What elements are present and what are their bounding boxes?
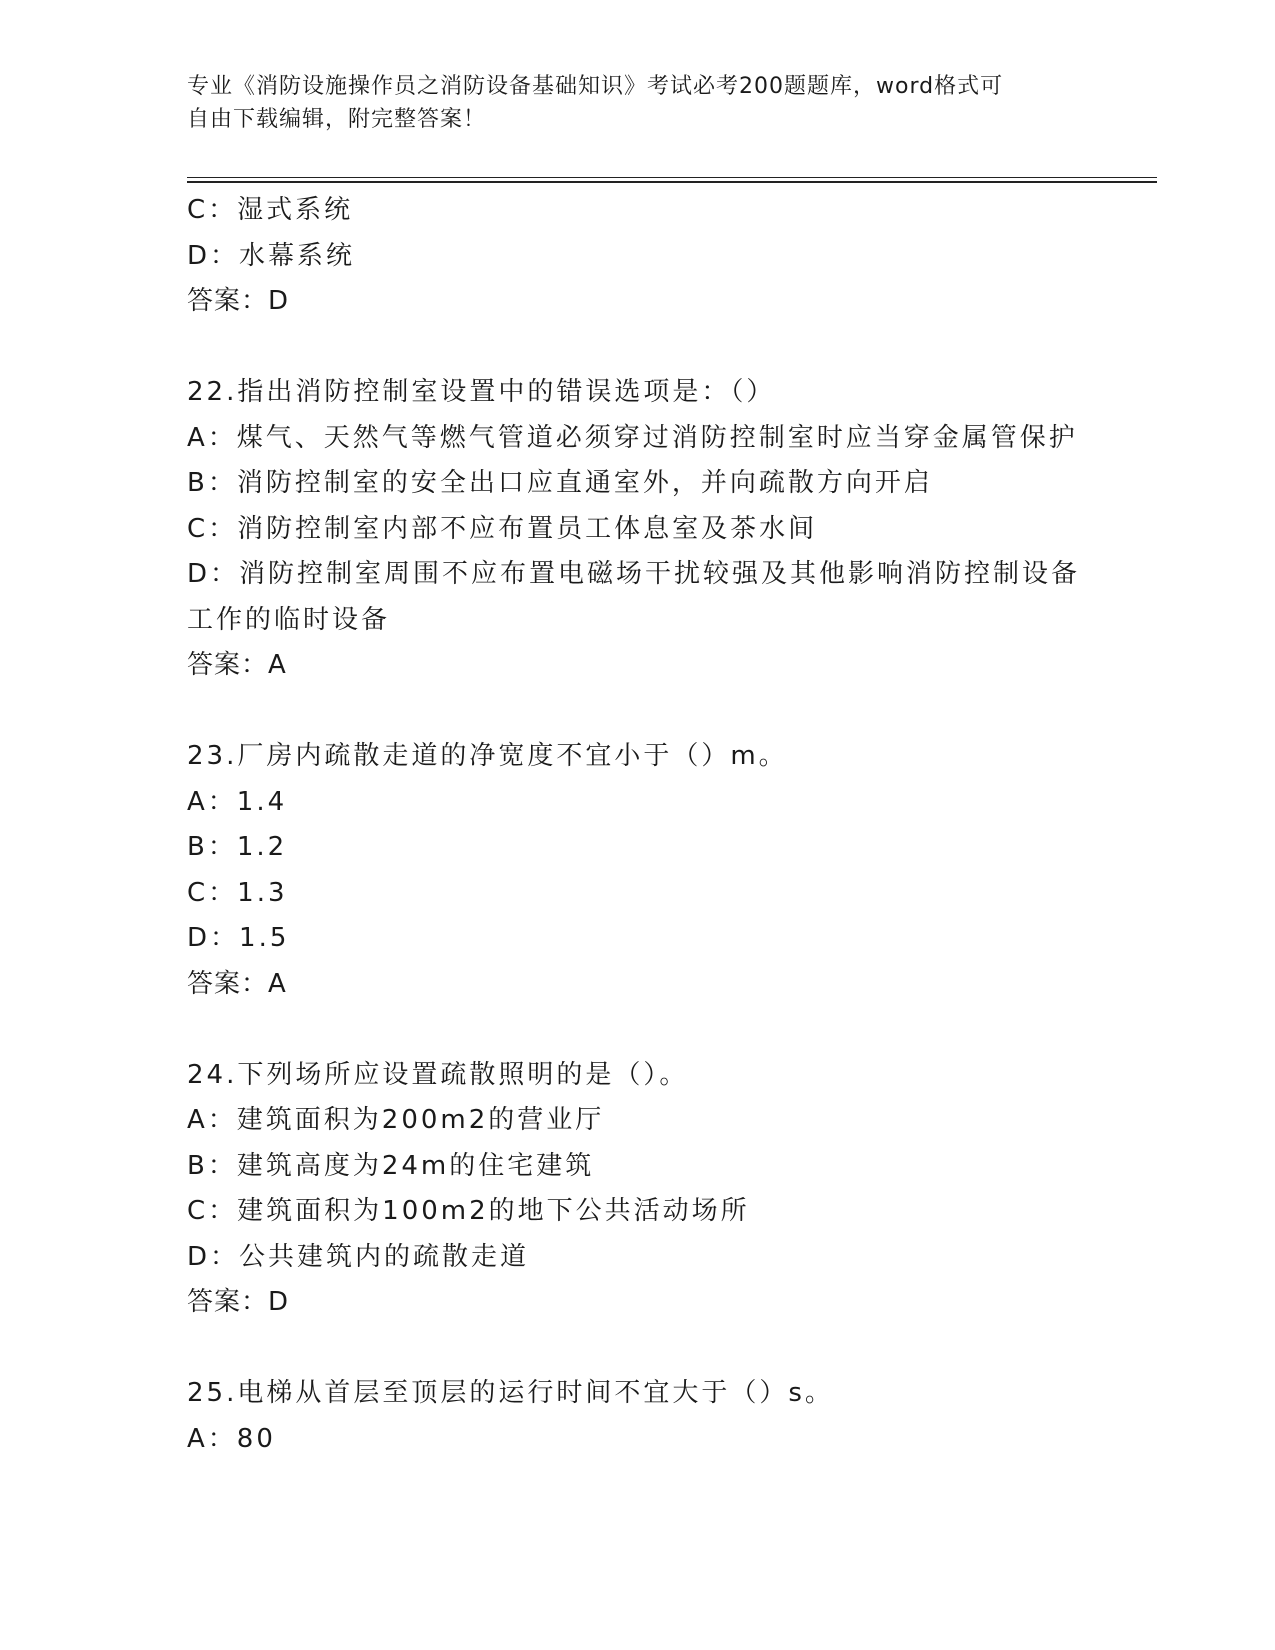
question-text: 25.电梯从首层至顶层的运行时间不宜大于（）s。 [187,1378,834,1408]
option-text: C：湿式系统 [187,195,354,225]
option-text: A：煤气、天然气等燃气管道必须穿过消防控制室时应当穿金属管保护 [187,422,1078,453]
option-text: D：公共建筑内的疏散走道 [187,1241,530,1272]
section-gap [187,1007,1087,1053]
question-list [187,188,1087,1462]
section-gap [187,689,1087,735]
option-text: A：80 [187,1423,276,1454]
question-text: 22.指出消防控制室设置中的错误选项是：（） [187,377,776,407]
header-line-2: 自由下载编辑，附完整答案！ [187,107,487,132]
option-text: C：建筑面积为100m2的地下公共活动场所 [187,1196,750,1226]
option-text: 工作的临时设备 [187,604,391,635]
answer-text: 答案：A [187,650,287,680]
option-text: B：建筑高度为24m的住宅建筑 [187,1150,595,1181]
section-gap [187,325,1087,371]
option-text: D：消防控制室周围不应布置电磁场干扰较强及其他影响消防控制设备 [187,559,1081,589]
answer-text: 答案：D [187,1287,290,1317]
document-header [187,70,1087,136]
option-text: D：1.5 [187,923,290,953]
question-text: 24.下列场所应设置疏散照明的是（）。 [187,1059,689,1090]
answer-text: 答案：A [187,968,287,999]
option-text: A：1.4 [187,786,288,817]
header-line-1: 专业《消防设施操作员之消防设备基础知识》考试必考200题题库，word格式可 [187,74,1004,99]
question-text: 23.厂房内疏散走道的净宽度不宜小于（）m。 [187,741,788,771]
option-text: C：消防控制室内部不应布置员工体息室及茶水间 [187,513,818,544]
answer-text: 答案：D [187,286,290,316]
option-text: C：1.3 [187,877,288,908]
header-divider-thick [187,181,1157,183]
header-divider-thin [187,177,1157,178]
option-text: B：1.2 [187,832,288,862]
option-text: D：水幕系统 [187,240,356,271]
section-gap [187,1326,1087,1372]
option-text: A：建筑面积为200m2的营业厅 [187,1105,605,1135]
option-text: B：消防控制室的安全出口应直通室外，并向疏散方向开启 [187,468,933,498]
